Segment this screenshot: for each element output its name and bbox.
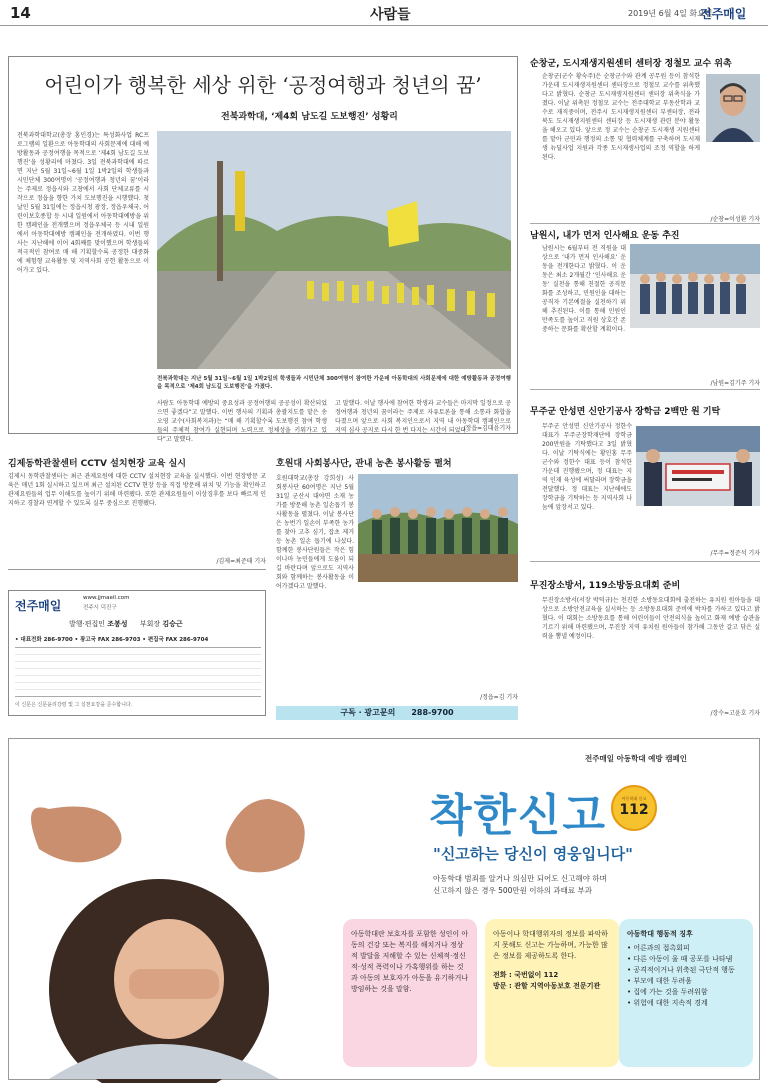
right-article-4-title: 무진장소방서, 119소방동요대회 준비 (530, 581, 681, 591)
right-article-4-byline: /장수=고윤호 기자 (710, 710, 760, 717)
hoseo-article-title: 호원대 사회봉사단, 관내 농촌 봉사활동 펼쳐 (276, 459, 452, 469)
masthead-phones: • 대표전화 286-9700 • 광고국 FAX 286-9703 • 편집국 FAX 286-9704 (15, 637, 209, 643)
ad-slogan: 착한신고 (429, 790, 608, 841)
main-body-mid: 사람도 아동학대 예방의 중요성과 공정여행의 공공성이 확산되었으면 좋겠다”고 말했다. 이번 행사의 기획과 총괄지도를 맡은 송오영 교수(사회복지과)는 “매 해 기획할수록 도보행진 참여 학생들의 주체적 참여가 실현되며 노력으로 정체성을 키워가고 있다”고 말했다. (157, 400, 327, 443)
right-article-3 (530, 404, 760, 562)
right-article-2 (530, 228, 760, 390)
ad-badge-top: 아동학대 신고 (621, 796, 647, 801)
main-byline: /정읍=김대윤기자 (463, 425, 511, 432)
cctv-article-body: 김제시 동학관찰센터는 최근 관제요원에 대한 CCTV 설치현장 교육을 실시했다. 이번 현장방문 교육은 매년 1회 실시하고 있으며 최근 설치된 CCTV 현장 등을 직접 방문해 위치 및 기능을 확인하고 관제요원들의 업무 이해도를 높이기 위해 마련됐다. 또한 관제요원들이 이상징후를 보다 빠르게 인지하고 경찰과 연계할 수 있도록 실무 중심으로 진행됐다. (8, 473, 266, 507)
subscription-text: 구독 · 광고문의 288-9700 (340, 708, 454, 717)
ad-child-image (9, 739, 329, 1079)
right-article-1-body: 순창군(군수 황숙주)은 순창군수와 관계 공무원 등이 참석한 가운데 도시재생지원센터 센터장으로 정철모 교수를 위촉했다고 밝혔다. 순창군 도시재생지원센터 센터장 위촉식을 가졌다. 이날 위촉된 정철모 교수는 전주대학교 부동산학과 교수로 재직중이며, 전주시 도시재생지원센터 부센터장, 전라북도 도시재생지원센터 센터장 등 도시재생 관련 분야 활동을 해오고 있다. 앞으로 정 교수는 순창군 도시재생 지원센터를 맡아 군민과 행정의 소통 및 협력체계를 구축하며 도시재생 뉴딜사업 지원과 각종 도시재생사업의 조정 역할을 하게 된다. (542, 73, 700, 161)
ad-description-2: 신고하지 않은 경우 500만원 이하의 과태료 부과 (433, 886, 593, 895)
masthead-footer: 이 신문은 신문윤리강령 및 그 실천요강을 준수합니다. (15, 702, 133, 708)
right-article-3-byline: /무주=정준석 기자 (710, 550, 760, 557)
ad-tagline: "신고하는 당신이 영웅입니다" (433, 845, 633, 863)
ad-campaign-label: 전주매일 아동학대 예방 캠페인 (585, 754, 688, 763)
issue-date: 2019년 6월 4일 화요일 (628, 9, 713, 18)
masthead-url: www.jjmaeil.com (83, 595, 130, 601)
ad-card-definition (343, 919, 477, 1067)
group-photo-illustration (630, 244, 760, 328)
ad-sign-item: • 어른과의 접촉회피 (627, 944, 690, 952)
ad-card-report-visit: 방문 : 관할 지역아동보호 전문기관 (493, 982, 601, 990)
ad-sign-item: • 공격적이거나 위축된 극단적 행동 (627, 966, 735, 974)
right-article-4 (530, 578, 760, 724)
crying-child-illustration (9, 739, 329, 1079)
volunteer-photo-illustration (358, 474, 518, 582)
portrait-photo (706, 74, 760, 142)
ad-card-report (485, 919, 619, 1067)
right-article-2-byline: /남원=김기주 기자 (710, 380, 760, 387)
main-body-right: 고 말했다. 이날 행사에 참여한 학생과 교수들은 마지막 일정으로 공정여행과 청년의 꿈이라는 주제로 자유토론을 통해 소통과 화합을 다졌으며 앞으로 사회 복지인으로서 지역 내 아동학대 캠페인으로 지역 심사 공지로 다시 한 번 다지는 시간이 되었다. (335, 400, 511, 434)
right-article-1 (530, 56, 760, 224)
ad-sign-item-text: 위험에 대한 지속적 경계 (633, 999, 708, 1007)
right-article-4-body: 무진장소방서(서장 박덕규)는 천진한 소방동요대회에 출전하는 유치원 원아들을 대상으로 소방안전교육을 실시하는 등 소방동요대회 준비에 박차를 가하고 있다고 밝혔다. 이 대회는 소방동요를 통해 어린이들이 안전의식을 높이고 화재 예방 습관을 기르기 위해 마련됐으며, 무진장 지역 유치원 원아들이 참가해 그동안 갈고 닦은 실력을 뽐낼 예정이다. (542, 597, 760, 640)
ad-badge-number: 112 (619, 802, 649, 818)
hoseo-article-body: 호원대학교(총장 강희성) 사회봉사단 60여명은 지난 5월 31일 군산시 대야면 소재 농가를 방문해 농촌 일손돕기 봉사활동을 펼쳤다. 이날 봉사단은 농번기 일손이 부족한 농가를 찾아 고추 심기, 잡초 제거 등 농촌 일손 돕기에 나섰다. 함께한 봉사단원들은 작은 힘이나마 농민들에게 도움이 되길 바란다며 앞으로도 지역사회와 함께하는 봉사활동을 이어가겠다고 말했다. (276, 475, 354, 590)
cctv-article-byline: /김제=최준태 기자 (216, 558, 266, 565)
group-photo-2 (630, 244, 760, 328)
ad-112-badge (611, 785, 657, 831)
ad-sign-item-text: 집에 가는 것을 두려워함 (633, 988, 708, 996)
right-article-3-title: 무주군 안성면 신안기공사 장학금 2백만 원 기탁 (530, 407, 721, 417)
ad-card-signs-title: 아동학대 행동적 징후 (627, 930, 693, 938)
ad-sign-item-text: 부모에 대한 두려움 (633, 977, 692, 985)
masthead-box (8, 590, 266, 716)
volunteer-photo (358, 474, 518, 582)
ad-sign-item-text: 어른과의 접촉회피 (633, 944, 690, 952)
right-article-1-title: 순창군, 도시재생지원센터 센터장 정철모 교수 위촉 (530, 59, 732, 69)
ad-sign-item: • 다른 아동이 울 때 공포를 나타냄 (627, 955, 733, 963)
ad-sign-item-text: 공격적이거나 위축된 극단적 행동 (633, 966, 735, 974)
masthead-directory (15, 647, 261, 697)
cctv-article-title: 김제동학관찰센터 CCTV 설치현장 교육 실시 (8, 459, 186, 469)
hoseo-article-byline: /정읍=김 기자 (480, 694, 518, 701)
subscription-bar (276, 706, 518, 720)
paper-name: 전주매일 (700, 7, 747, 21)
deputy-label: 부회장 (139, 620, 161, 628)
donation-photo (636, 426, 760, 506)
right-article-2-body-more (542, 328, 760, 372)
right-article-2-body: 남원시는 6월부터 전 직원을 대상으로 ‘내가 먼저 인사해요’ 운동을 전개한다고 밝혔다. 이 운동은 최소 2개월간 ‘인사해요 운동’ 실천을 통해 친절한 공직문화를 조성하고, 민원인을 대하는 공직자 기본예절을 실천하기 위해 추진된다. 이를 통해 민원인 만족도를 높이고 직원 상호간 존중하는 문화를 확산할 계획이다. (542, 245, 626, 333)
masthead-address: 전주시 덕진구 (83, 605, 117, 611)
parade-photo-illustration (157, 131, 511, 369)
ad-card-signs (619, 919, 753, 1067)
cctv-article (8, 456, 266, 570)
main-body-left: 전북과학대학교(총장 홍인경)는 특성화사업 RC프로그램의 일환으로 아동학대의 사회문제에 대해 예방활동과 공정여행을 목적으로 ‘제4회 남도길 도보행진’을 성황리에 마쳤다. 3일 전북과학대에 따르면 지난 5월 31일~6월 1일 1박2일의 학생들과 시민단체 300여명이 ‘공정여행과 청년의 꿈’이라는 주제로 정읍시와 고창에서 사회 단체교류를 시작으로 정읍을 향한 가치 도보행진을 시행했다. 첫날인 5월 31일에는 정읍시청 광장, 정읍우체국, 어린이보호종합 등 시내 일원에서 아동학대예방을 위한 캠페인을 전개했으며 정읍우체국 등 시내 일원에서 아동학대예방 캠페인을 전개하였다. 이번 행사는 지난해에 이어 4회째를 맞이했으며 학생들의 적극적인 참여로 매 해 기획할수록 공정한 대중화에 체험형 교육활동 및 지역사회 공헌 활동으로 이어가고 있다. (17, 132, 149, 274)
ad-card-report-text: 아동이나 학대행위자의 정보를 파악하지 못해도 신고는 가능하며, 가능한 많은 정보를 제공하도록 한다. (493, 930, 608, 960)
ad-sign-item: • 집에 가는 것을 두려워함 (627, 988, 708, 996)
ad-description-1: 아동학대 범죄를 알거나 의심만 되어도 신고해야 하며 (433, 874, 607, 883)
ad-sign-item: • 위험에 대한 지속적 경계 (627, 999, 708, 1007)
ad-card-report-phone: 전화 : 국번없이 112 (493, 971, 559, 979)
right-article-2-title: 남원시, 내가 먼저 인사해요 운동 추진 (530, 231, 680, 241)
main-headline: 어린이가 행복한 세상 위한 ‘공정여행과 청년의 꿈’ (44, 73, 482, 97)
main-photo (157, 131, 511, 369)
right-article-3-body: 무주군 안성면 신안기공사 정한수 대표가 무주군장학재단에 장학금 200만원을 기탁했다고 3일 밝혔다. 이날 기탁식에는 황인홍 무주군수와 정한수 대표 등이 참석한 가운데 진행됐으며, 정 대표는 지역 인재 육성에 써달라며 장학금을 전달했다. 정 대표는 지난해에도 장학금을 기탁하는 등 지역사회 나눔에 앞장서고 있다. (542, 423, 632, 511)
page-header (0, 0, 768, 26)
main-photo-caption: 전북과학대는 지난 5월 31일~6월 1일 1박2일의 학생들과 시민단체 300여명이 참여한 가운데 아동학대의 사회문제에 대한 예방활동과 공정여행을 목적으로 ‘제4회 남도길 도보행진’을 가졌다. (157, 376, 511, 390)
page-number: 14 (10, 4, 31, 22)
main-subtitle: 전북과학대, ‘제4회 남도길 도보행진’ 성황리 (221, 112, 398, 122)
publisher-label: 발행·편집인 (69, 620, 106, 628)
masthead-name: 전주매일 (15, 599, 62, 613)
child-abuse-ad (8, 738, 760, 1080)
publisher-name: 조봉성 (107, 620, 128, 628)
ad-card-definition-text: 아동학대란 보호자를 포함한 성인이 아동의 건강 또는 복지를 해치거나 정상적 발달을 저해할 수 있는 신체적·정신적·성적 폭력이나 가혹행위를 하는 것과 아동의 보호자가 아동을 유기하거나 방임하는 것을 말함. (351, 930, 469, 993)
ad-sign-item: • 부모에 대한 두려움 (627, 977, 692, 985)
donation-photo-illustration (636, 426, 760, 506)
main-article (8, 56, 518, 443)
section-title: 사람들 (370, 7, 411, 23)
masthead-staff (69, 619, 183, 629)
deputy-name: 김승근 (162, 620, 183, 628)
ad-sign-item-text: 다른 아동이 울 때 공포를 나타냄 (633, 955, 733, 963)
hoseo-article (276, 456, 518, 708)
person-portrait-icon (706, 74, 760, 142)
right-article-1-byline: /순창=이성환 기자 (710, 216, 760, 223)
